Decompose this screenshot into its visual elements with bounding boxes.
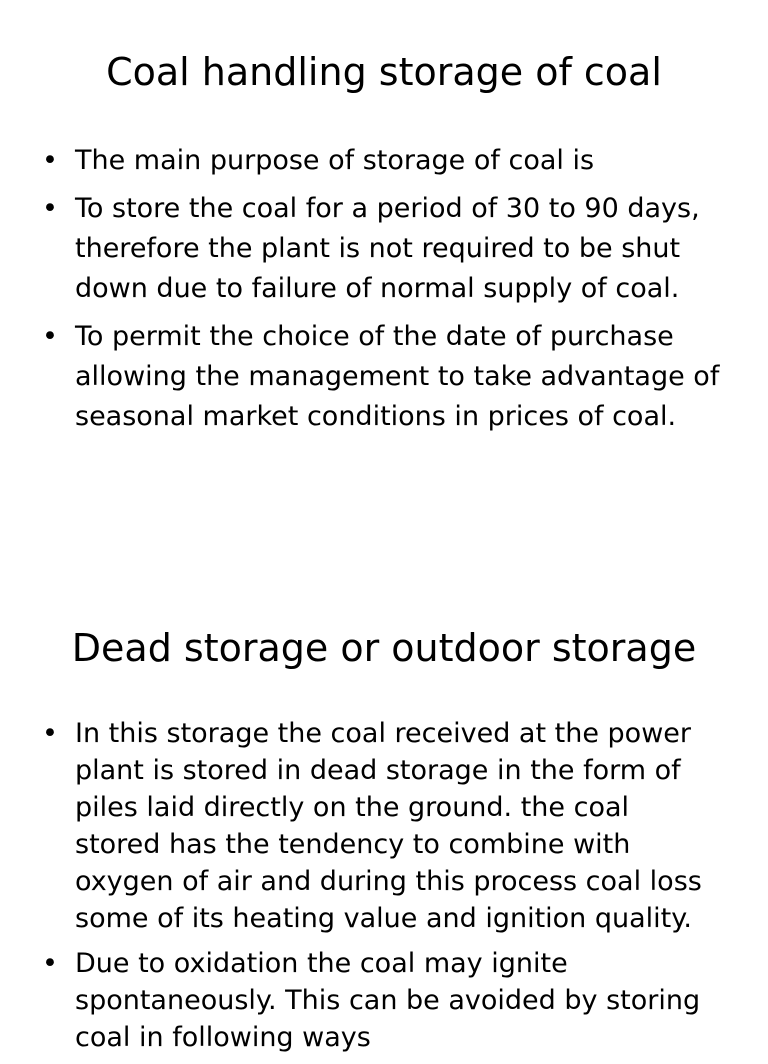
bullet-icon: •	[42, 193, 58, 224]
list-item	[0, 189, 720, 309]
bullet-text: The main purpose of storage of coal is	[75, 145, 595, 176]
bullet-list	[0, 141, 720, 445]
bullet-icon: •	[42, 321, 58, 352]
bullet-text: To permit the choice of the date of purchase allowing the management to take advantage of seasonal market conditions in prices of coal.	[75, 321, 720, 432]
list-item	[0, 141, 720, 181]
bullet-icon: •	[42, 145, 58, 176]
bullet-icon: •	[42, 948, 58, 979]
slide-title: Coal handling storage of coal	[106, 50, 662, 94]
bullet-text: Due to oxidation the coal may ignite spontaneously. This can be avoided by storing coal in following ways	[75, 948, 701, 1053]
bullet-text: In this storage the coal received at the power plant is stored in dead storage in the form of piles laid directly on the ground. the coal stored has the tendency to combine with oxygen of air and during this process coal loss some of its heating value and ignition quality.	[75, 718, 702, 934]
bullet-icon: •	[42, 718, 58, 749]
bullet-text: To store the coal for a period of 30 to 90 days, therefore the plant is not required to be shut down due to failure of normal supply of coal.	[75, 193, 700, 304]
list-item	[0, 945, 712, 1056]
slide-coal-handling	[0, 0, 768, 520]
list-item	[0, 317, 720, 437]
list-item	[0, 715, 712, 937]
slide-title: Dead storage or outdoor storage	[71, 626, 697, 670]
slide-dead-storage	[0, 590, 768, 1053]
bullet-list	[0, 715, 712, 1064]
